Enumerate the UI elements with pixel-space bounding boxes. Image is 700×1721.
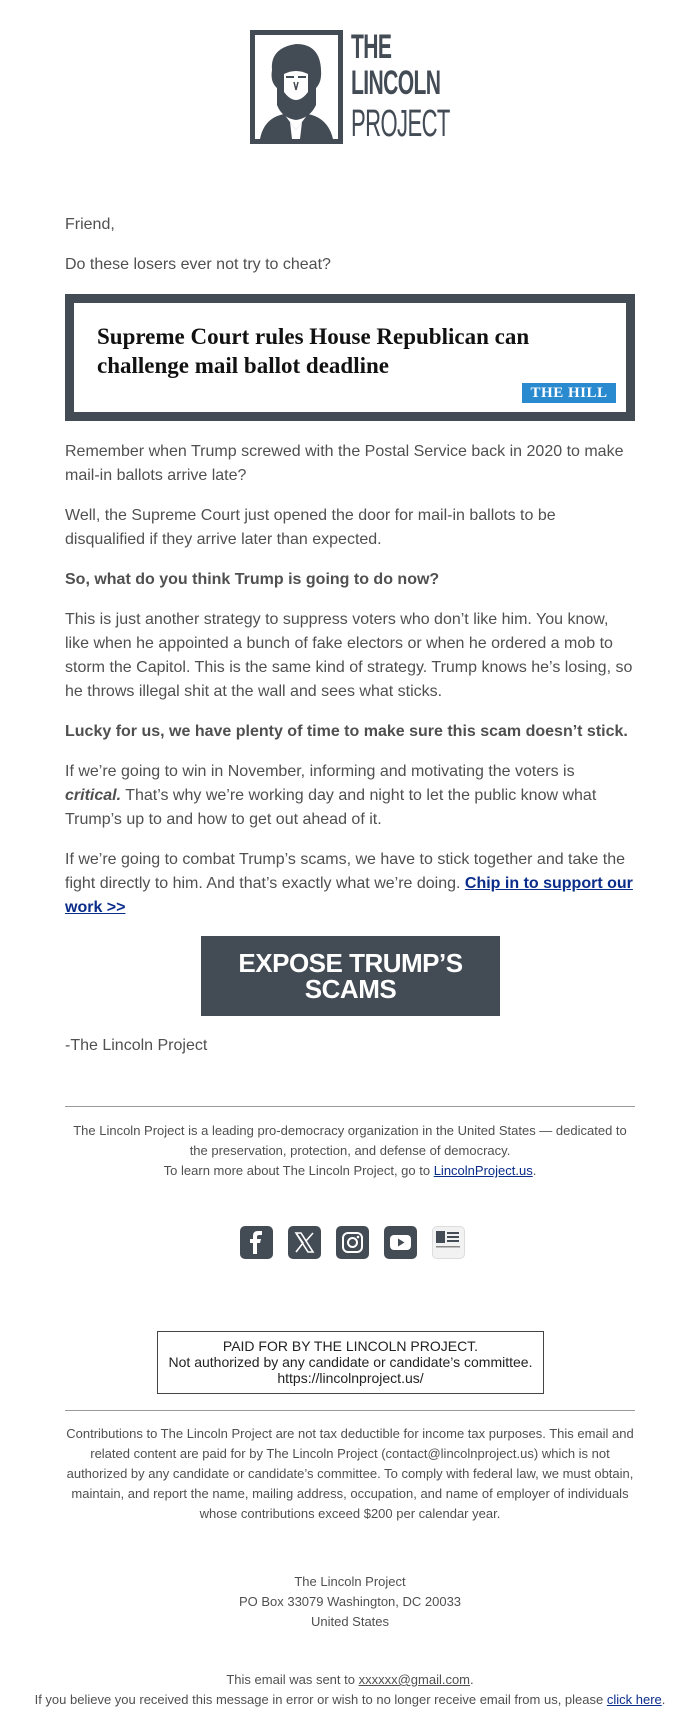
logo-word-lincoln: LINCOLN (351, 64, 441, 102)
headline-text: Supreme Court rules House Republican can challenge mail ballot deadline (97, 324, 530, 378)
sent-to-text: This email was sent to (226, 1672, 359, 1687)
sent-to-line (20, 1670, 680, 1690)
address-name: The Lincoln Project (294, 1574, 406, 1589)
x-icon[interactable] (288, 1226, 321, 1259)
intro-line: Do these losers ever not try to cheat? (65, 256, 331, 273)
signoff: -The Lincoln Project (65, 1037, 208, 1054)
social-icons (240, 1226, 465, 1260)
divider-top (65, 1106, 635, 1107)
paragraph-6 (65, 760, 635, 832)
instagram-icon[interactable] (336, 1226, 369, 1259)
lincoln-project-icon[interactable] (432, 1226, 465, 1259)
divider-bottom (65, 1410, 635, 1411)
paid-for-line-3: https://lincolnproject.us/ (277, 1370, 424, 1386)
paid-for-disclaimer (157, 1331, 544, 1394)
paragraph-6-end: That’s why we’re working day and night to let the public know what Trump’s up to and how to get out ahead of it. (65, 787, 597, 828)
paragraph-7-text: If we’re going to combat Trump’s scams, we have to stick together and take the fight directly to him. And that’s exactly what we’re doing. (65, 851, 625, 892)
footer (20, 1670, 680, 1710)
about-line-2 (65, 1161, 635, 1181)
lincoln-portrait-icon (250, 30, 343, 144)
paid-for-line-2: Not authorized by any candidate or candidate’s committee. (168, 1354, 533, 1370)
paragraph-6-emphasis: critical. (65, 787, 122, 804)
paragraph-4: This is just another strategy to suppress voters who don’t like him. You know, like when he appointed a bunch of fake electors or when he ordered a mob to storm the Capitol. This is the same kind of strategy. Trump knows he’s losing, so he throws illegal shit at the wall and sees what sticks. (65, 611, 633, 700)
paragraph-2: Well, the Supreme Court just opened the door for mail-in ballots to be disqualified if they arrive later than expected. (65, 507, 556, 548)
about-line-1: The Lincoln Project is a leading pro-democracy organization in the United States — dedicated to the preservation, protection, and defense of democracy. (73, 1123, 627, 1158)
logo-word-the: THE (351, 28, 392, 66)
lincolnproject-link[interactable]: LincolnProject.us (433, 1163, 533, 1178)
unsubscribe-text: If you believe you received this message in error or wish to no longer receive email from us, please (34, 1692, 607, 1707)
paragraph-6-start: If we’re going to win in November, informing and motivating the voters is (65, 763, 575, 780)
the-hill-logo: THE HILL (522, 383, 616, 403)
paid-for-line-1: PAID FOR BY THE LINCOLN PROJECT. (222, 1338, 479, 1354)
lincoln-project-logo[interactable] (250, 30, 460, 144)
sent-to-end: . (470, 1672, 474, 1687)
youtube-icon[interactable] (384, 1226, 417, 1259)
address-street: PO Box 33079 Washington, DC 20033 (238, 1594, 462, 1609)
chip-in-link[interactable]: Chip in to support our work >> (65, 875, 633, 916)
about-line-2-end: . (532, 1163, 537, 1178)
about-text (65, 1121, 635, 1181)
paragraph-7 (65, 848, 635, 920)
contributions-disclaimer: Contributions to The Lincoln Project are not tax deductible for income tax purposes. This email and related content are paid for by The Lincoln Project (contact@lincolnproject.us) which is not authorized by any candidate or candidate’s committee. To comply with federal law, we must obtain, maintain, and report the name, mailing address, occupation, and name of employer of individuals whose contributions exceed $200 per calendar year. (66, 1426, 634, 1521)
paragraph-1: Remember when Trump screwed with the Postal Service back in 2020 to make mail-in ballots arrive late? (65, 443, 624, 484)
logo-word-project: PROJECT (351, 103, 450, 145)
headline-card[interactable] (65, 294, 635, 421)
mailing-address (65, 1572, 635, 1632)
unsubscribe-line (20, 1690, 680, 1710)
about-line-2-text: To learn more about The Lincoln Project, go to (163, 1163, 434, 1178)
address-country: United States (310, 1614, 390, 1629)
unsubscribe-link[interactable]: click here (606, 1692, 662, 1707)
facebook-icon[interactable] (240, 1226, 273, 1259)
cta-label: EXPOSE TRUMP’S SCAMS (238, 948, 463, 1004)
expose-trump-scams-button[interactable] (201, 936, 500, 1016)
paragraph-3: So, what do you think Trump is going to do now? (65, 571, 440, 588)
paragraph-5: Lucky for us, we have plenty of time to make sure this scam doesn’t stick. (65, 723, 628, 740)
greeting: Friend, (65, 216, 115, 233)
unsubscribe-end: . (661, 1692, 666, 1707)
recipient-email: xxxxxx@gmail.com (358, 1672, 471, 1687)
